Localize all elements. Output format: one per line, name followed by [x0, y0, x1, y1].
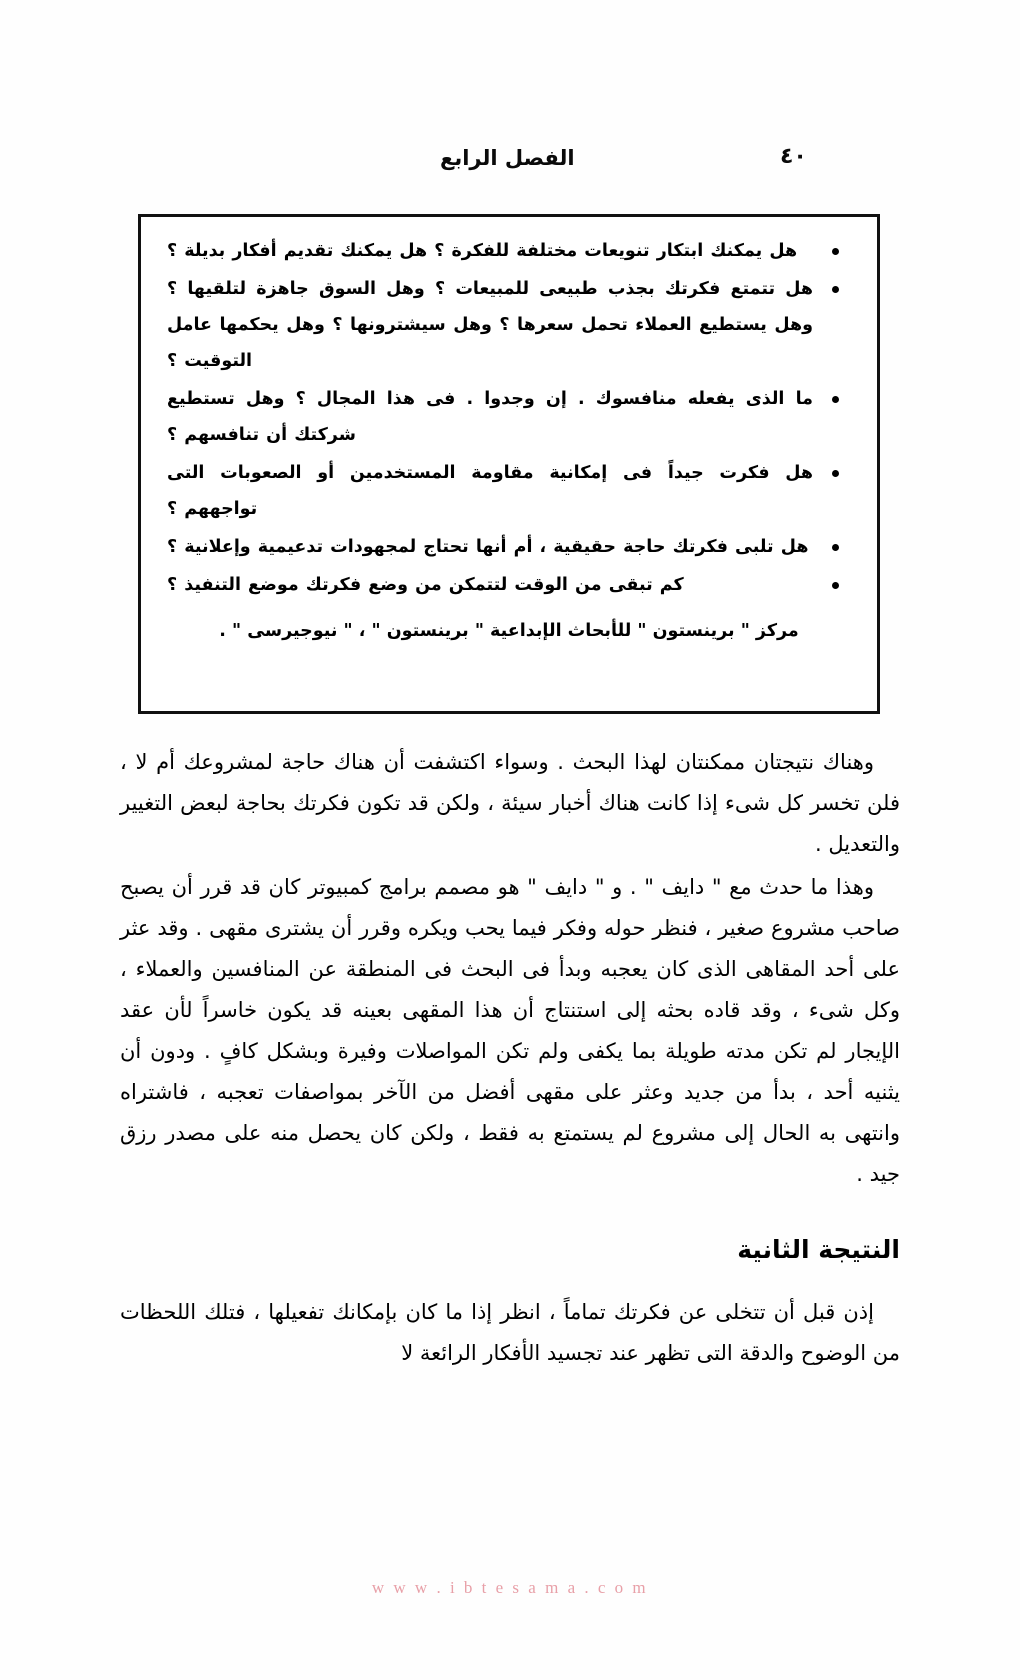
paragraph-two: وهذا ما حدث مع " دايف " . و " دايف " هو مصمم برامج كمبيوتر كان قد قرر أن يصبح صاحب مشروع صغير ، فنظر حوله وفكر فيما يحب ويكره وقرر أن يشترى مقهى . وقد عثر على أحد المقاهى الذى كان يعجبه وبدأ فى البحث فى المنطقة عن المنافسين والعملاء ، وكل شىء ، وقد قاده بحثه إلى استنتاج أن هذا المقهى بعينه قد يكون خاسراً لأن عقد الإيجار لم تكن مدته طويلة بما يكفى ولم تكن المواصلات وفيرة وبشكل كافٍ . ودون أن يثنيه أحد ، بدأ من جديد وعثر على مقهى أفضل من الآخر بمواصفات تعجبه ، فاشتراه وانتهى به الحال إلى مشروع لم يستمتع به فقط ، ولكن كان يحصل منه على مصدر رزق جيد . [120, 875, 900, 1186]
list-item: كم تبقى من الوقت لتتمكن من وضع فكرتك موضع التنفيذ ؟ [167, 567, 851, 603]
page-number: ٤٠ [780, 144, 807, 169]
paragraph-three: إذن قبل أن تتخلى عن فكرتك تماماً ، انظر إذا ما كان بإمكانك تفعيلها ، فتلك اللحظات من الوضوح والدقة التى تظهر عند تجسيد الأفكار الرائعة لا [120, 1300, 900, 1365]
section-heading: النتيجة الثانية [737, 1235, 900, 1264]
list-item: هل تتمتع فكرتك بجذب طبيعى للمبيعات ؟ وهل السوق جاهزة لتلقيها ؟ وهل يستطيع العملاء تحمل سعرها ؟ وهل سيشترونها ؟ وهل يحكمها عامل التوقيت ؟ [167, 271, 851, 379]
running-head [0, 142, 1020, 182]
running-head-chapter-title: الفصل الرابع [440, 146, 575, 170]
list-item: هل فكرت جيداً فى إمكانية مقاومة المستخدمين أو الصعوبات التى تواجههم ؟ [167, 455, 851, 527]
list-item: ما الذى يفعله منافسوك . إن وجدوا . فى هذا المجال ؟ وهل تستطيع شركتك أن تنافسهم ؟ [167, 381, 851, 453]
boxed-question-list [138, 214, 880, 714]
list-item: هل يمكنك ابتكار تنويعات مختلفة للفكرة ؟ هل يمكنك تقديم أفكار بديلة ؟ [167, 233, 851, 269]
body-text-area [120, 742, 900, 1376]
question-list [167, 233, 851, 603]
paragraph-one: وهناك نتيجتان ممكنتان لهذا البحث . وسواء اكتشفت أن هناك حاجة لمشروعك أم لا ، فلن تخسر كل شىء إذا كانت هناك أخبار سيئة ، ولكن قد تكون فكرتك بحاجة لبعض التغيير والتعديل . [120, 750, 900, 856]
list-item: هل تلبى فكرتك حاجة حقيقية ، أم أنها تحتاج لمجهودات تدعيمية وإعلانية ؟ [167, 529, 851, 565]
source-attribution: مركز " برينستون " للأبحاث الإبداعية " برينستون " ، " نيوجيرسى " . [219, 621, 799, 641]
footer-watermark: w w w . i b t e s a m a . c o m [371, 1578, 649, 1597]
